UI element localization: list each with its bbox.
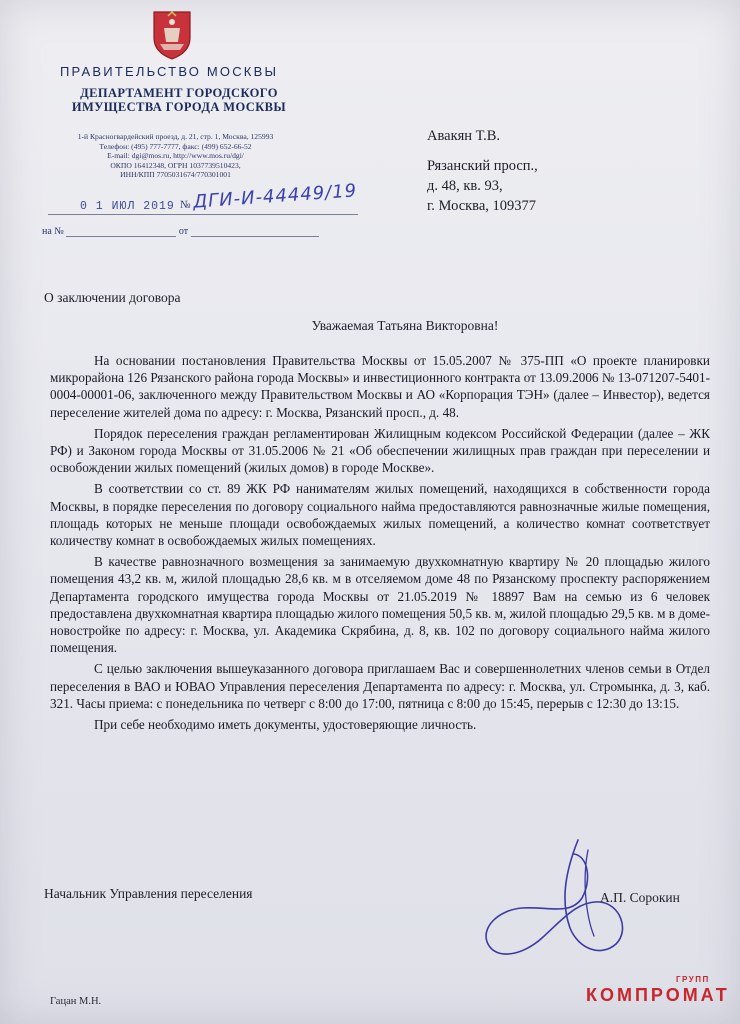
moscow-coat-of-arms-icon [150,8,194,60]
executor-name: Гацан М.Н. [50,996,102,1007]
paragraph-compensation: В качестве равнозначного возмещения за занимаемую двухкомнатную квартиру № 20 площадью жилого помещения 43,2 кв. м, жилой площадью 28,6 кв. м в отселяемом доме 48 по Рязанскому проспекту распоряжением Департамента городского имущества города Москвы от 21.05.2019 № 18897 Вам на семью из 6 человек предоставлена двухкомнатная квартира площадью жилого помещения 50,5 кв. м, жилой площадью 29,5 кв. м в доме-новостройке по адресу: г. Москва, ул. Академика Скрябина, д. 8, кв. 102 по договору социального найма жилого помещения. [50,554,710,656]
paragraph-documents: При себе необходимо иметь документы, удостоверяющие личность. [94,717,477,733]
department-contacts [48,132,303,180]
signer-title: Начальник Управления переселения [44,886,253,901]
recipient-house: д. 48, кв. 93, [427,178,503,194]
na-blank [66,227,176,237]
paragraph-article-89: В соответствии со ст. 89 ЖК РФ нанимателям жилых помещений, находящихся в собственности города Москвы, в порядке переселения по договору социального найма предоставляются равнозначные жилые помещения, площадь которых не меньше площади освобождаемых жилых помещений, а количество комнат соответствует количеству комнат в освобождаемых жилых помещениях. [50,481,710,549]
letter-body [50,352,710,733]
address-line: 1-й Красногвардейский проезд, д. 21, стр. 1, Москва, 125993 [77,132,274,141]
paragraph-procedure: Порядок переселения граждан регламентирован Жилищным кодексом Российской Федерации (далее – ЖК РФ) и Законом города Москвы от 31.05.2006 № 21 «Об обеспечении жилищных прав граждан при переселении и освобождении жилых помещений (жилых домов) в городе Москве». [50,425,710,476]
email-line: E-mail: dgi@mos.ru, http://www.mos.ru/dgi/ [107,151,244,160]
paragraph-invitation: С целью заключения вышеуказанного договора приглашаем Вас и совершеннолетних членов семьи в Отдел переселения в ВАО и ЮВАО Управления переселения Департамента по адресу: г. Москва, ул. Стромынка, д. 3, каб. 321. Часы приема: с понедельника по четверг с 8:00 до 17:00, пятница с 8:00 до 15:45, перерыв с 12:30 до 13:15. [50,661,710,711]
greeting: Уважаемая Татьяна Викторовна! [311,318,499,333]
watermark-logo: КОМПРОМАТ [586,985,730,1005]
government-name: ПРАВИТЕЛЬСТВО МОСКВЫ [60,64,279,79]
ot-label: от [178,226,189,237]
phone-line: Телефон: (495) 777-7777, факс: (499) 652-66-52 [99,141,252,151]
okpo-line: ОКПО 16412348, ОГРН 1037739510423, [110,160,241,170]
na-label: на № [42,226,64,237]
signer-name: А.П. Сорокин [600,890,680,905]
date-stamp: 0 1 ИЮЛ 2019 [80,200,175,213]
recipient-name: Авакян Т.В. [427,128,500,144]
recipient-block [427,126,538,216]
department-line-1: ДЕПАРТАМЕНТ ГОРОДСКОГО [80,86,278,100]
number-prefix: № [180,199,191,211]
recipient-street: Рязанский просп., [427,158,538,174]
watermark-group-text: ГРУПП [676,975,710,984]
recipient-city: г. Москва, 109377 [427,198,537,214]
ot-blank [191,227,319,237]
department-line-2: ИМУЩЕСТВА ГОРОДА МОСКВЫ [71,100,287,114]
department-name [64,86,294,114]
incoming-reference [42,226,319,237]
paragraph-basis: На основании постановления Правительства Москвы от 15.05.2007 № 375-ПП «О проекте планировки микрорайона 126 Рязанского района города Москвы» и инвестиционного контракта от 13.09.2006 № 13-071207-5401-0004-00001-06, заключенного между Правительством Москвы и АО «Корпорация ТЭН» (далее – Инвестор), ведется переселение жителей дома по адресу: г. Москва, Рязанский просп., д. 48. [50,353,710,420]
outgoing-number: ДГИ-И-44449/19 [192,180,358,213]
reference-underline [48,214,358,215]
letter-subject: О заключении договора [44,290,181,305]
inn-line: ИНН/КПП 7705031674/770301001 [120,170,231,179]
